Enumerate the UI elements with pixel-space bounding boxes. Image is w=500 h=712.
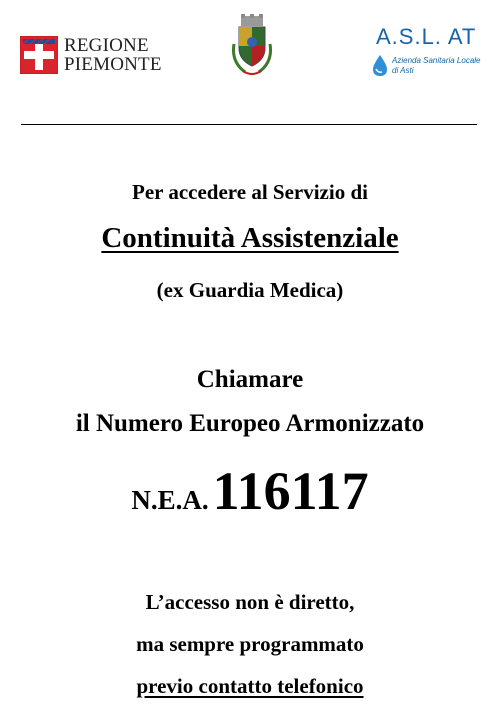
number-prefix: N.E.A.	[131, 485, 209, 515]
former-name: (ex Guardia Medica)	[156, 278, 344, 302]
phone-number: 116117	[212, 461, 369, 521]
access-line1: L’accesso non è diretto,	[145, 590, 355, 614]
access-line3	[0, 674, 500, 699]
service-title	[0, 222, 500, 255]
access-line3-text: previo contatto telefonico	[136, 674, 364, 698]
region-name-line1: REGIONE	[64, 35, 149, 56]
phone-number-line	[0, 460, 500, 522]
municipal-crest	[229, 14, 275, 85]
service-name: Continuità Assistenziale	[101, 222, 399, 254]
coat-of-arms-icon	[229, 14, 275, 80]
number-label: il Numero Europeo Armonizzato	[75, 410, 425, 437]
call-label: Chiamare	[196, 366, 304, 393]
asl-subtitle-line1: Azienda Sanitaria Locale	[392, 56, 481, 65]
header	[0, 0, 500, 100]
water-drop-icon	[372, 55, 388, 77]
access-line2: ma sempre programmato	[136, 632, 364, 656]
intro-text: Per accedere al Servizio di	[132, 180, 368, 204]
asl-at-logo	[372, 24, 482, 84]
region-name-line2: PIEMONTE	[64, 54, 162, 75]
asl-subtitle-line2: di Asti	[392, 66, 414, 75]
header-divider	[21, 124, 477, 125]
piemonte-flag-icon	[20, 36, 58, 74]
asl-title: A.S.L. AT	[376, 24, 477, 49]
